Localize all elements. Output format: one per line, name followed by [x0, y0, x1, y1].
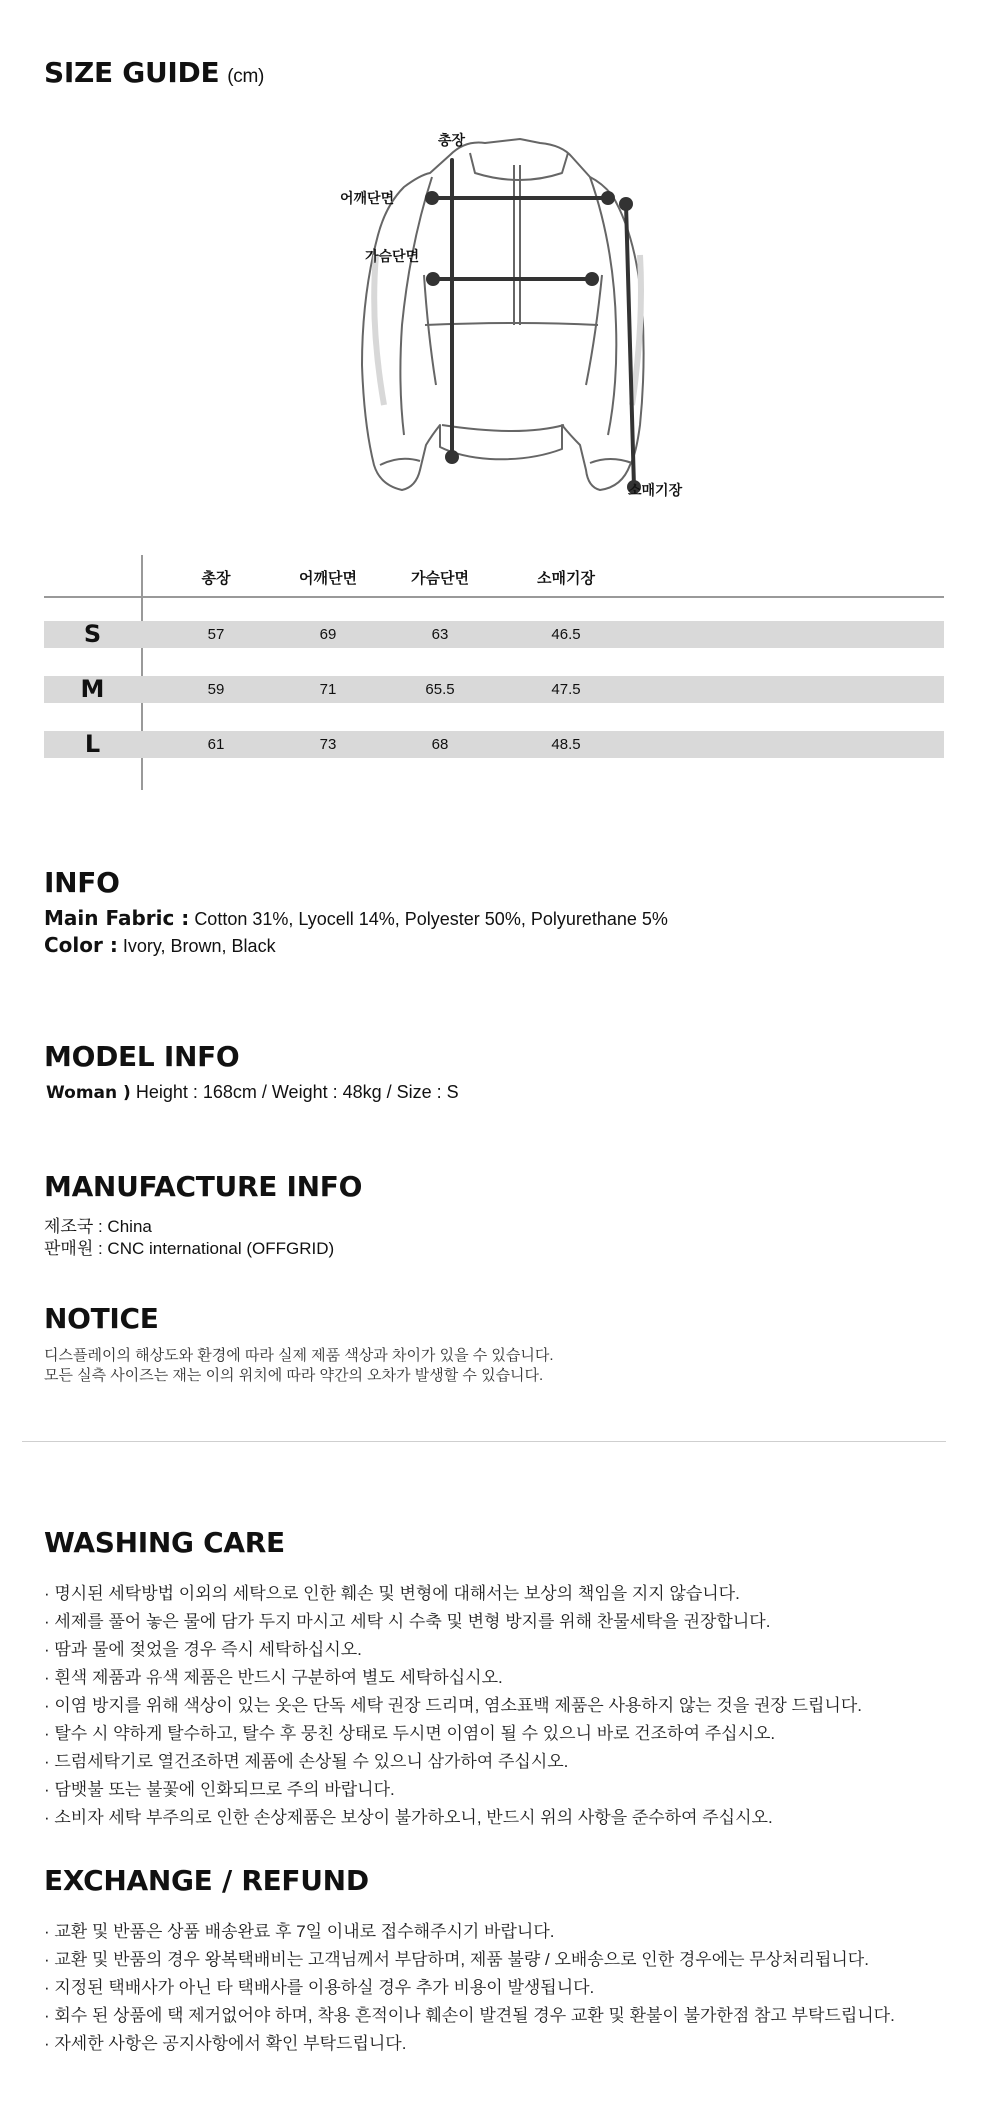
cell-length: 57: [207, 626, 225, 643]
list-item: · 명시된 세탁방법 이외의 세탁으로 인한 훼손 및 변형에 대해서는 보상의 책임을 지지 않습니다.: [44, 1584, 740, 1603]
size-guide-unit: (cm): [227, 66, 265, 87]
header-length: 총장: [201, 569, 231, 587]
list-item: · 교환 및 반품의 경우 왕복택배비는 고객님께서 부담하며, 제품 불량 / 오배송으로 인한 경우에는 무상처리됩니다.: [44, 1950, 869, 1969]
section-divider: [22, 1441, 946, 1442]
manufacture-seller: 판매원 : CNC international (OFFGRID): [44, 1239, 335, 1258]
header-chest: 가슴단면: [411, 569, 469, 587]
cell-shoulder: 73: [319, 736, 337, 753]
header-sleeve: 소매기장: [537, 569, 595, 587]
list-item: · 땀과 물에 젖었을 경우 즉시 세탁하십시오.: [44, 1640, 362, 1659]
info-title: INFO: [44, 866, 120, 899]
color-line: [44, 933, 276, 957]
diagram-label-shoulder: 어깨단면: [340, 191, 395, 207]
diagram-label-length: 총장: [438, 133, 466, 149]
fabric-value: Cotton 31%, Lyocell 14%, Polyester 50%, Polyurethane 5%: [194, 909, 668, 929]
cell-sleeve: 48.5: [551, 736, 581, 753]
list-item: · 소비자 세탁 부주의로 인한 손상제품은 보상이 불가하오니, 반드시 위의 사항을 준수하여 주십시오.: [44, 1808, 773, 1827]
table-row: [44, 676, 944, 703]
size-table: [44, 555, 944, 790]
diagram-label-chest: 가슴단면: [365, 249, 420, 265]
list-item: · 회수 된 상품에 택 제거없어야 하며, 착용 흔적이나 훼손이 발견될 경우 교환 및 환불이 불가한점 참고 부탁드립니다.: [44, 2006, 895, 2025]
table-divider-horizontal: [44, 596, 944, 598]
color-value: Ivory, Brown, Black: [122, 936, 276, 956]
exchange-refund-list: [44, 1918, 895, 2058]
list-item: · 교환 및 반품은 상품 배송완료 후 7일 이내로 접수해주시기 바랍니다.: [44, 1922, 555, 1941]
cell-chest: 68: [431, 736, 449, 753]
diagram-label-sleeve: 소매기장: [628, 483, 683, 499]
size-label: S: [83, 620, 102, 648]
notice-line-2: 모든 실측 사이즈는 재는 이의 위치에 따라 약간의 오차가 발생할 수 있습니다.: [44, 1367, 544, 1384]
notice-line-1: 디스플레이의 해상도와 환경에 따라 실제 제품 색상과 차이가 있을 수 있습니다.: [44, 1347, 554, 1364]
list-item: · 세제를 풀어 놓은 물에 담가 두지 마시고 세탁 시 수축 및 변형 방지를 위해 찬물세탁을 권장합니다.: [44, 1612, 771, 1631]
list-item: · 담뱃불 또는 불꽃에 인화되므로 주의 바랍니다.: [44, 1780, 395, 1799]
size-guide-title: [44, 56, 264, 89]
list-item: · 이염 방지를 위해 색상이 있는 옷은 단독 세탁 권장 드리며, 염소표백 제품은 사용하지 않는 것을 권장 드립니다.: [44, 1696, 862, 1715]
table-row: [44, 621, 944, 648]
color-label: Color :: [44, 933, 118, 957]
list-item: · 지정된 택배사가 아닌 타 택배사를 이용하실 경우 추가 비용이 발생됩니다.: [44, 1978, 595, 1997]
cell-chest: 65.5: [425, 681, 455, 698]
table-row: [44, 731, 944, 758]
model-info-label: Woman ): [46, 1083, 131, 1103]
cell-shoulder: 69: [319, 626, 337, 643]
cell-chest: 63: [431, 626, 449, 643]
size-guide-title-text: SIZE GUIDE: [44, 56, 220, 89]
manufacture-info-title: MANUFACTURE INFO: [44, 1170, 363, 1203]
cell-length: 61: [207, 736, 225, 753]
model-info-line: [46, 1082, 459, 1103]
list-item: · 탈수 시 약하게 탈수하고, 탈수 후 뭉친 상태로 두시면 이염이 될 수 있으니 바로 건조하여 주십시오.: [44, 1724, 776, 1743]
size-label: L: [84, 730, 101, 758]
jacket-illustration: [340, 125, 700, 505]
exchange-refund-title: EXCHANGE / REFUND: [44, 1864, 369, 1897]
list-item: · 자세한 사항은 공지사항에서 확인 부탁드립니다.: [44, 2034, 407, 2053]
cell-sleeve: 47.5: [551, 681, 581, 698]
washing-care-title: WASHING CARE: [44, 1526, 285, 1559]
fabric-line: [44, 906, 668, 930]
fabric-label: Main Fabric :: [44, 906, 190, 930]
cell-length: 59: [207, 681, 225, 698]
list-item: · 드럼세탁기로 열건조하면 제품에 손상될 수 있으니 삼가하여 주십시오.: [44, 1752, 569, 1771]
model-info-value: Height : 168cm / Weight : 48kg / Size : S: [135, 1082, 459, 1102]
cell-shoulder: 71: [319, 681, 337, 698]
list-item: · 흰색 제품과 유색 제품은 반드시 구분하여 별도 세탁하십시오.: [44, 1668, 503, 1687]
notice-title: NOTICE: [44, 1302, 159, 1335]
cell-sleeve: 46.5: [551, 626, 581, 643]
jacket-size-diagram: [340, 125, 700, 505]
washing-care-list: [44, 1580, 862, 1832]
manufacture-origin: 제조국 : China: [44, 1217, 152, 1236]
model-info-title: MODEL INFO: [44, 1040, 240, 1073]
header-shoulder: 어깨단면: [299, 569, 357, 587]
size-label: M: [80, 675, 105, 703]
